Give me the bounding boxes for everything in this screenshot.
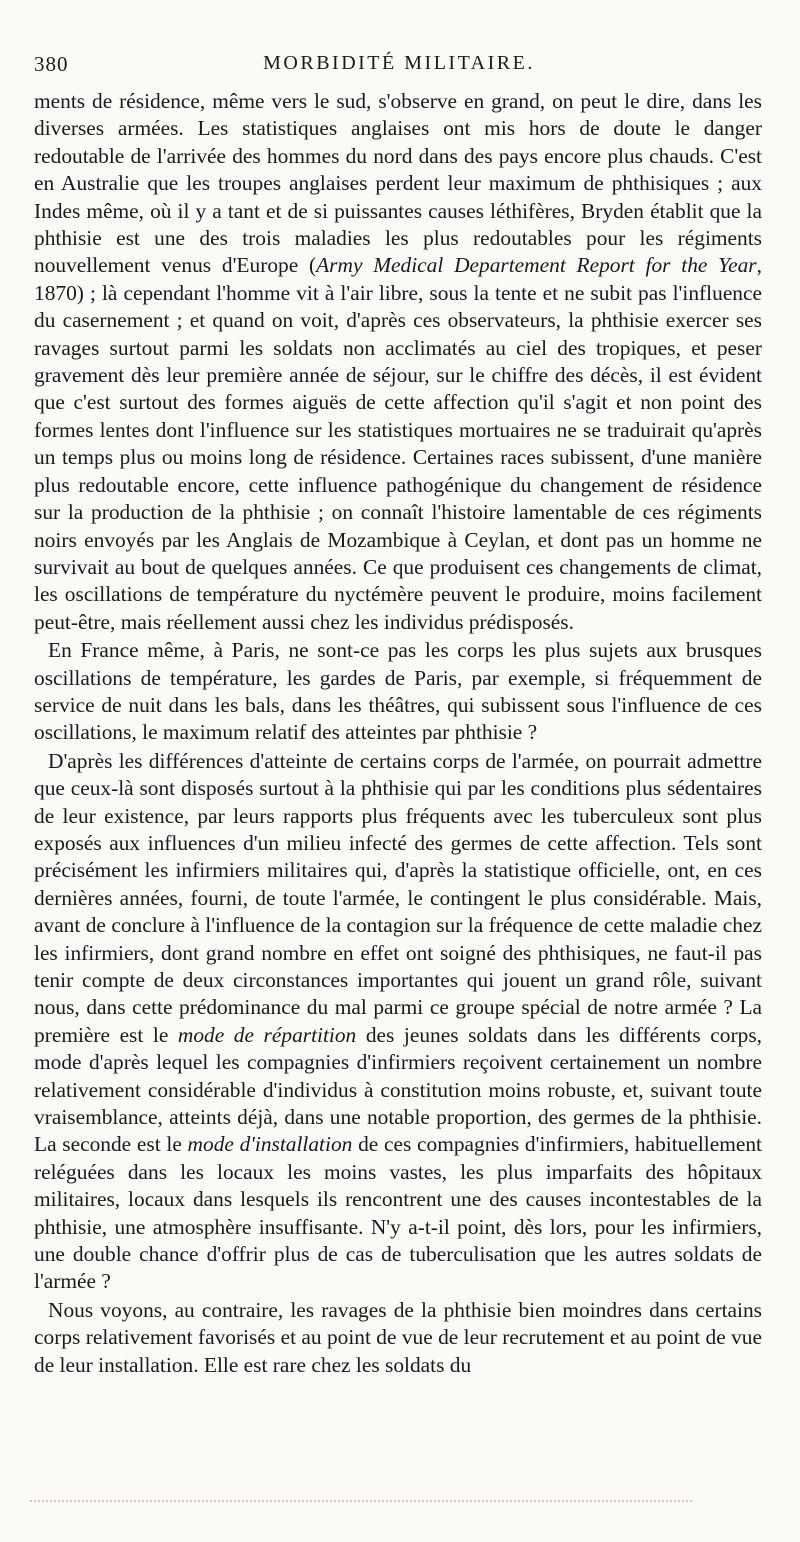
body-text <box>34 88 762 1379</box>
text-run: En France même, à Paris, ne sont-ce pas les corps les plus sujets aux brusques oscillations de température, les gardes de Paris, par exemple, si fréquemment de service de nuit dans les bals, dans les théâtres, qui subissent sous l'influence de ces oscillations, le maximum relatif des atteintes par phthisie ? <box>34 638 762 745</box>
page-number: 380 <box>34 52 69 76</box>
italic-text: mode d'installation <box>187 1132 353 1157</box>
paragraph <box>34 637 762 747</box>
italic-text: mode de répartition <box>177 1022 357 1047</box>
italic-text: Army Medical Departement Report for the Year <box>316 253 757 278</box>
text-run: , 1870) ; là cependant l'homme vit à l'air libre, sous la tente et ne subit pas l'influence du casernement ; et quand on voit, d'après ces observateurs, la phthisie exercer ses ravages surtout parmi les soldats non acclimatés au ciel des tropiques, et peser gravement dès leur première année de séjour, sur le chiffre des décès, il est évident que c'est surtout des formes aiguës de cette affection qu'il s'agit et non point des formes lentes dont l'influence sur les statistiques mortuaires ne se traduirait qu'après un temps plus ou moins long de résidence. Certaines races subissent, d'une manière plus redoutable encore, cette influence pathogénique du changement de résidence sur la production de la phthisie ; on connaît l'histoire lamentable de ces régiments noirs envoyés par les Anglais de Mozambique à Ceylan, et dont pas un homme ne survivait au bout de quelques années. Ce que produisent ces changements de climat, les oscillations de température du nyctémère peuvent le produire, moins facilement peut-être, mais réellement aussi chez les individus prédisposés. <box>34 253 762 634</box>
text-run: ments de résidence, même vers le sud, s'observe en grand, on peut le dire, dans les diverses armées. Les statistiques anglaises ont mis hors de doute le danger redoutable de l'arrivée des hommes du nord dans des pays encore plus chauds. C'est en Australie que les troupes anglaises perdent leur maximum de phthisiques ; aux Indes même, où il y a tant et de si puissantes causes léthifères, Bryden établit que la phthisie est une des trois maladies les plus redoutables pour les régiments nouvellement venus d'Europe ( <box>34 89 762 278</box>
running-title: MORBIDITÉ MILITAIRE. <box>263 52 535 74</box>
text-run: Nous voyons, au contraire, les ravages de la phthisie bien moindres dans certains corps relativement favorisés et au point de vue de leur recrutement et au point de vue de leur installation. Elle est rare chez les soldats du <box>34 1297 762 1377</box>
paragraph <box>34 1297 762 1379</box>
footer-rule <box>30 1500 692 1502</box>
page-header <box>34 52 764 86</box>
paragraph <box>34 748 762 1296</box>
paragraph <box>34 88 762 636</box>
text-run: de ces compagnies d'infirmiers, habituellement reléguées dans les locaux les moins vastes, les plus imparfaits des hôpitaux militaires, locaux dans lesquels ils rencontrent une des causes incontestables de la phthisie, une atmosphère insuffisante. N'y a-t-il point, dès lors, pour les infirmiers, une double chance d'offrir plus de cas de tuberculisation que les autres soldats de l'armée ? <box>34 1132 762 1294</box>
text-run: des jeunes soldats dans les différents corps, mode d'après lequel les compagnies d'infirmiers reçoivent certainement un nombre relativement considérable d'individus à constitution moins robuste, et, suivant toute vraisemblance, atteints déjà, dans une notable proportion, des germes de la phthisie. La seconde est le <box>34 1022 762 1157</box>
text-run: D'après les différences d'atteinte de certains corps de l'armée, on pourrait admettre que ceux-là sont disposés surtout à la phthisie qui par les conditions plus sédentaires de leur existence, par leurs rapports plus fréquents avec les tuberculeux sont plus exposés aux influences d'un milieu infecté des germes de cette affection. Tels sont précisément les infirmiers militaires qui, d'après la statistique officielle, ont, en ces dernières années, fourni, de toute l'armée, le contingent le plus considérable. Mais, avant de conclure à l'influence de la contagion sur la fréquence de cette maladie chez les infirmiers, dont grand nombre en effet ont soigné des phthisiques, ne faut-il pas tenir compte de deux circonstances importantes qui jouent un grand rôle, suivant nous, dans cette prédominance du mal parmi ce groupe spécial de notre armée ? La première est le <box>34 748 762 1047</box>
